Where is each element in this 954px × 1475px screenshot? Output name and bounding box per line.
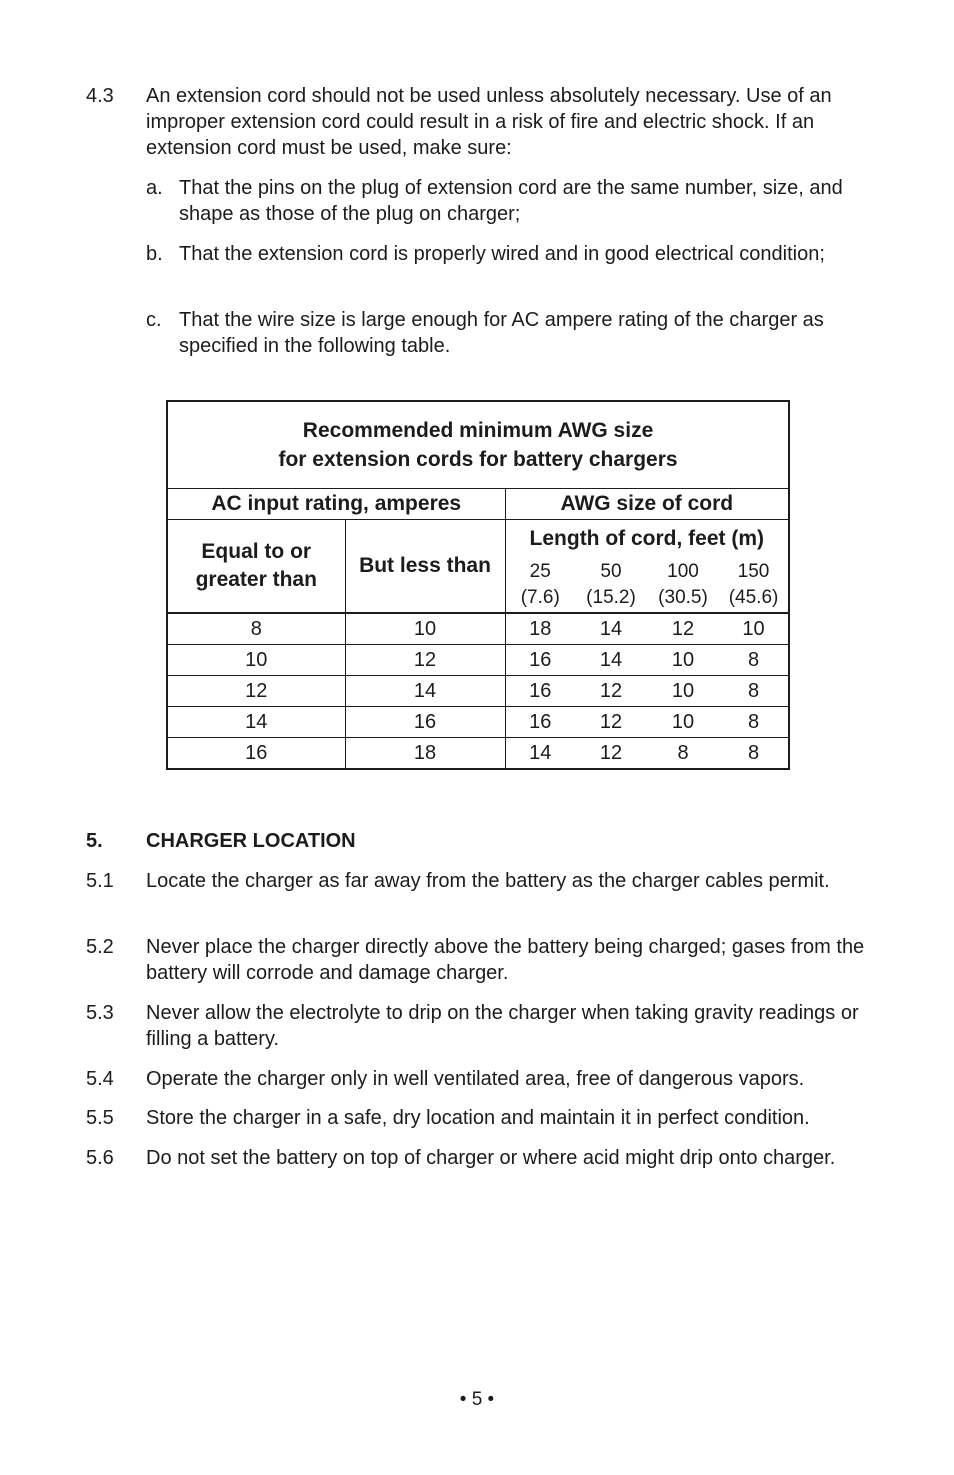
item-text: Never place the charger directly above the battery being charged; gases from the battery will corrode and damage charger. (146, 936, 865, 984)
section-number: 5. (86, 830, 103, 852)
length-header: Length of cord, feet (m) (505, 520, 789, 559)
cell-awg: 16 (505, 676, 575, 707)
ac-input-header: AC input rating, amperes (167, 489, 505, 520)
col-header-equal (167, 520, 345, 614)
item-text: Store the charger in a safe, dry location and maintain it in perfect condition. (146, 1107, 810, 1129)
table-row (167, 676, 789, 707)
item-number: 5.5 (86, 1107, 114, 1129)
item-number: 5.1 (86, 870, 114, 892)
table-title-line1: Recommended minimum AWG size (302, 419, 654, 442)
item-text: Do not set the battery on top of charger or where acid might drip onto charger. (146, 1147, 836, 1169)
subitem-letter: a. (146, 177, 163, 199)
item-text: Operate the charger only in well ventilated area, free of dangerous vapors. (146, 1068, 805, 1090)
subitem-letter: c. (146, 309, 162, 331)
subitem-text: That the wire size is large enough for AC ampere rating of the charger as specified in the following table. (179, 309, 824, 357)
awg-size-table (166, 400, 790, 770)
item-text: An extension cord should not be used unless absolutely necessary. Use of an improper extension cord could result in a risk of fire and electric shock. If an extension cord must be used, make sure: (146, 85, 832, 159)
cell-awg: 14 (575, 613, 647, 645)
cell-min: 8 (167, 613, 345, 645)
cell-max: 16 (345, 707, 505, 738)
cell-awg: 10 (719, 613, 789, 645)
cell-awg: 10 (647, 707, 719, 738)
cell-awg: 10 (647, 645, 719, 676)
cell-awg: 8 (719, 738, 789, 770)
item-number: 5.3 (86, 1002, 114, 1024)
cell-awg: 12 (575, 676, 647, 707)
cell-awg: 14 (575, 645, 647, 676)
cell-awg: 18 (505, 613, 575, 645)
length-col-50 (575, 558, 647, 613)
item-number: 4.3 (86, 85, 114, 107)
cell-awg: 16 (505, 645, 575, 676)
cell-awg: 8 (719, 676, 789, 707)
length-ft: 100 (667, 561, 699, 582)
item-text: Locate the charger as far away from the battery as the charger cables permit. (146, 870, 830, 892)
length-col-100 (647, 558, 719, 613)
cell-awg: 12 (647, 613, 719, 645)
length-m: (45.6) (728, 587, 779, 608)
col-header-equal-line2: greater than (195, 568, 317, 591)
item-number: 5.6 (86, 1147, 114, 1169)
cell-max: 12 (345, 645, 505, 676)
length-col-150 (719, 558, 789, 613)
length-ft: 50 (600, 561, 622, 582)
table-row (167, 613, 789, 645)
item-number: 5.2 (86, 936, 114, 958)
cell-max: 18 (345, 738, 505, 770)
length-ft: 150 (737, 561, 770, 582)
cell-awg: 8 (719, 707, 789, 738)
col-header-equal-line1: Equal to or (201, 540, 312, 563)
item-number: 5.4 (86, 1068, 114, 1090)
cell-max: 10 (345, 613, 505, 645)
table-row (167, 707, 789, 738)
table-row (167, 645, 789, 676)
cell-awg: 16 (505, 707, 575, 738)
subitem-letter: b. (146, 243, 163, 265)
cell-min: 14 (167, 707, 345, 738)
cell-awg: 14 (505, 738, 575, 770)
page-number: • 5 • (459, 1389, 495, 1410)
length-ft: 25 (529, 561, 551, 582)
awg-size-header: AWG size of cord (505, 489, 789, 520)
length-m: (7.6) (520, 587, 560, 608)
subitem-text: That the pins on the plug of extension cord are the same number, size, and shape as those of the plug on charger; (179, 177, 843, 225)
cell-min: 12 (167, 676, 345, 707)
cell-awg: 12 (575, 707, 647, 738)
cell-min: 16 (167, 738, 345, 770)
col-header-less: But less than (345, 520, 505, 614)
cell-awg: 12 (575, 738, 647, 770)
cell-awg: 10 (647, 676, 719, 707)
cell-awg: 8 (719, 645, 789, 676)
cell-min: 10 (167, 645, 345, 676)
cell-max: 14 (345, 676, 505, 707)
section-title: CHARGER LOCATION (146, 830, 356, 852)
length-m: (15.2) (586, 587, 636, 608)
item-text: Never allow the electrolyte to drip on the charger when taking gravity readings or filling a battery. (146, 1002, 859, 1050)
length-col-25 (505, 558, 575, 613)
length-m: (30.5) (658, 587, 708, 608)
table-title (167, 401, 789, 489)
table-title-line2: for extension cords for battery chargers (278, 448, 678, 471)
table-row (167, 738, 789, 770)
cell-awg: 8 (647, 738, 719, 770)
subitem-text: That the extension cord is properly wired and in good electrical condition; (179, 243, 825, 265)
